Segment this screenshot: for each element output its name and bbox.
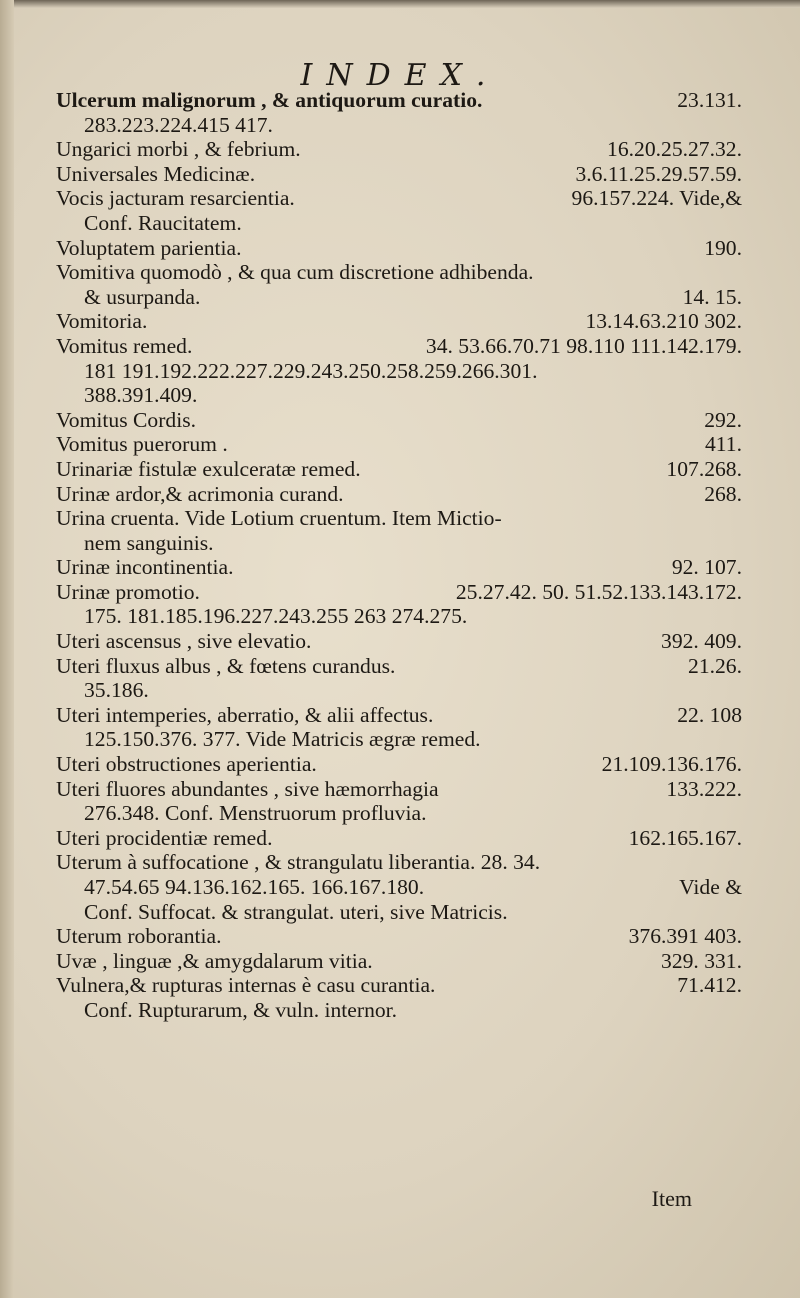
entry-page-refs: 25.27.42. 50. 51.52.133.143.172.	[455, 579, 742, 604]
index-entry	[56, 949, 742, 974]
entry-term: Urinæ promotio.	[56, 579, 200, 604]
index-entry	[56, 506, 742, 555]
entry-continuation: Conf. Rupturarum, & vuln. internor.	[84, 997, 398, 1022]
entry-term: Vomitiva quomodò , & qua cum discretione adhibenda.	[56, 260, 534, 285]
entry-page-refs: 22. 108	[677, 702, 742, 727]
catchword: Item	[651, 1186, 692, 1211]
index-entry	[56, 555, 742, 580]
entry-continuation: 125.150.376. 377. Vide Matricis ægræ remed.	[84, 727, 481, 752]
index-entry	[56, 260, 742, 309]
entry-term: Uterum roborantia.	[56, 924, 222, 949]
entry-term: Urinæ incontinentia.	[56, 555, 234, 580]
entry-term: Voluptatem parientia.	[56, 235, 242, 260]
index-entry	[56, 752, 742, 777]
entry-page-refs: 268.	[704, 481, 742, 506]
entry-term: Uteri fluores abundantes , sive hæmorrhagia	[56, 776, 439, 801]
entry-continuation: nem sanguinis.	[84, 530, 214, 555]
entry-term: Uteri intemperies, aberratio, & alii affectus.	[56, 702, 434, 727]
entry-page-refs: 292.	[704, 407, 742, 432]
index-entry	[56, 88, 742, 137]
index-entry	[56, 162, 742, 187]
entry-page-refs: 376.391 403.	[628, 924, 742, 949]
index-entry	[56, 186, 742, 235]
index-entry	[56, 924, 742, 949]
page-header: INDEX.	[300, 58, 500, 93]
index-entry	[56, 826, 742, 851]
entry-term: Uteri ascensus , sive elevatio.	[56, 629, 312, 654]
entry-term: Ungarici morbi , & febrium.	[56, 137, 301, 162]
entry-page-refs: 133.222.	[666, 776, 742, 801]
entry-page-refs: 162.165.167.	[628, 825, 742, 850]
entry-term: Vomitus puerorum .	[56, 432, 228, 457]
entry-continuation: 175. 181.185.196.227.243.255 263 274.275.	[84, 604, 468, 629]
entry-term: Uteri obstructiones aperientia.	[56, 752, 317, 777]
entry-term: Uvæ , linguæ ,& amygdalarum vitia.	[56, 948, 373, 973]
index-entry	[56, 850, 742, 924]
index-entry	[56, 482, 742, 507]
entry-continuation: 388.391.409.	[84, 383, 198, 408]
entry-term: Urinariæ fistulæ exulceratæ remed.	[56, 456, 361, 481]
index-entry	[56, 777, 742, 826]
index-entry	[56, 629, 742, 654]
entry-page-refs: 71.412.	[677, 973, 742, 998]
entry-continuation-refs: 14. 15.	[682, 284, 742, 309]
index-entry	[56, 654, 742, 703]
entry-page-refs: 392. 409.	[661, 629, 742, 654]
index-entry	[56, 703, 742, 752]
entry-continuation: & usurpanda.	[84, 284, 201, 309]
index-entry	[56, 432, 742, 457]
entry-continuation: Conf. Suffocat. & strangulat. uteri, sive Matricis.	[84, 899, 508, 924]
entry-page-refs: 96.157.224. Vide,&	[571, 186, 742, 211]
index-entry	[56, 309, 742, 334]
entry-continuation-refs: Vide &	[679, 875, 742, 899]
entry-continuation: Conf. Raucitatem.	[84, 210, 242, 235]
entry-term: Vomitoria.	[56, 309, 148, 334]
entry-page-refs: 329. 331.	[661, 948, 742, 973]
index-entry	[56, 408, 742, 433]
entry-page-refs: 23.131.	[677, 88, 742, 112]
entry-term: Vomitus remed.	[56, 333, 193, 358]
index-entry	[56, 334, 742, 408]
index-entry	[56, 973, 742, 1022]
entry-term: Vomitus Cordis.	[56, 407, 196, 432]
entry-continuation: 35.186.	[84, 678, 149, 703]
entry-term: Uterum à suffocatione , & strangulatu liberantia. 28. 34.	[56, 850, 541, 875]
page-top-edge	[0, 0, 800, 8]
entry-page-refs: 3.6.11.25.29.57.59.	[575, 161, 742, 186]
entry-term: Ulcerum malignorum , & antiquorum curatio.	[56, 88, 483, 112]
index-entries	[56, 88, 742, 1023]
index-entry	[56, 580, 742, 629]
entry-term: Urina cruenta. Vide Lotium cruentum. Item Mictio-	[56, 506, 502, 531]
entry-term: Universales Medicinæ.	[56, 161, 256, 186]
index-entry	[56, 236, 742, 261]
entry-page-refs: 92. 107.	[671, 555, 742, 580]
entry-continuation: 276.348. Conf. Menstruorum profluvia.	[84, 801, 427, 826]
entry-continuation: 283.223.224.415 417.	[84, 112, 273, 137]
entry-page-refs: 107.268.	[666, 456, 742, 481]
entry-page-refs: 21.109.136.176.	[601, 752, 742, 777]
entry-term: Uteri fluxus albus , & fœtens curandus.	[56, 653, 396, 678]
index-entry	[56, 137, 742, 162]
entry-page-refs: 190.	[704, 235, 742, 260]
entry-page-refs: 34. 53.66.70.71 98.110 111.142.179.	[425, 333, 742, 358]
entry-term: Uteri procidentiæ remed.	[56, 825, 273, 850]
index-entry	[56, 457, 742, 482]
entry-term: Vulnera,& rupturas internas è casu curantia.	[56, 973, 436, 998]
entry-page-refs: 16.20.25.27.32.	[607, 137, 742, 162]
entry-term: Urinæ ardor,& acrimonia curand.	[56, 481, 344, 506]
entry-page-refs: 21.26.	[688, 653, 742, 678]
entry-continuation: 181 191.192.222.227.229.243.250.258.259.266.301.	[84, 358, 538, 383]
entry-page-refs: 13.14.63.210 302.	[585, 309, 742, 334]
entry-continuation: 47.54.65 94.136.162.165. 166.167.180.	[84, 875, 425, 899]
page-binding-edge	[0, 0, 14, 1298]
entry-term: Vocis jacturam resarcientia.	[56, 186, 295, 211]
entry-page-refs: 411.	[705, 432, 742, 457]
